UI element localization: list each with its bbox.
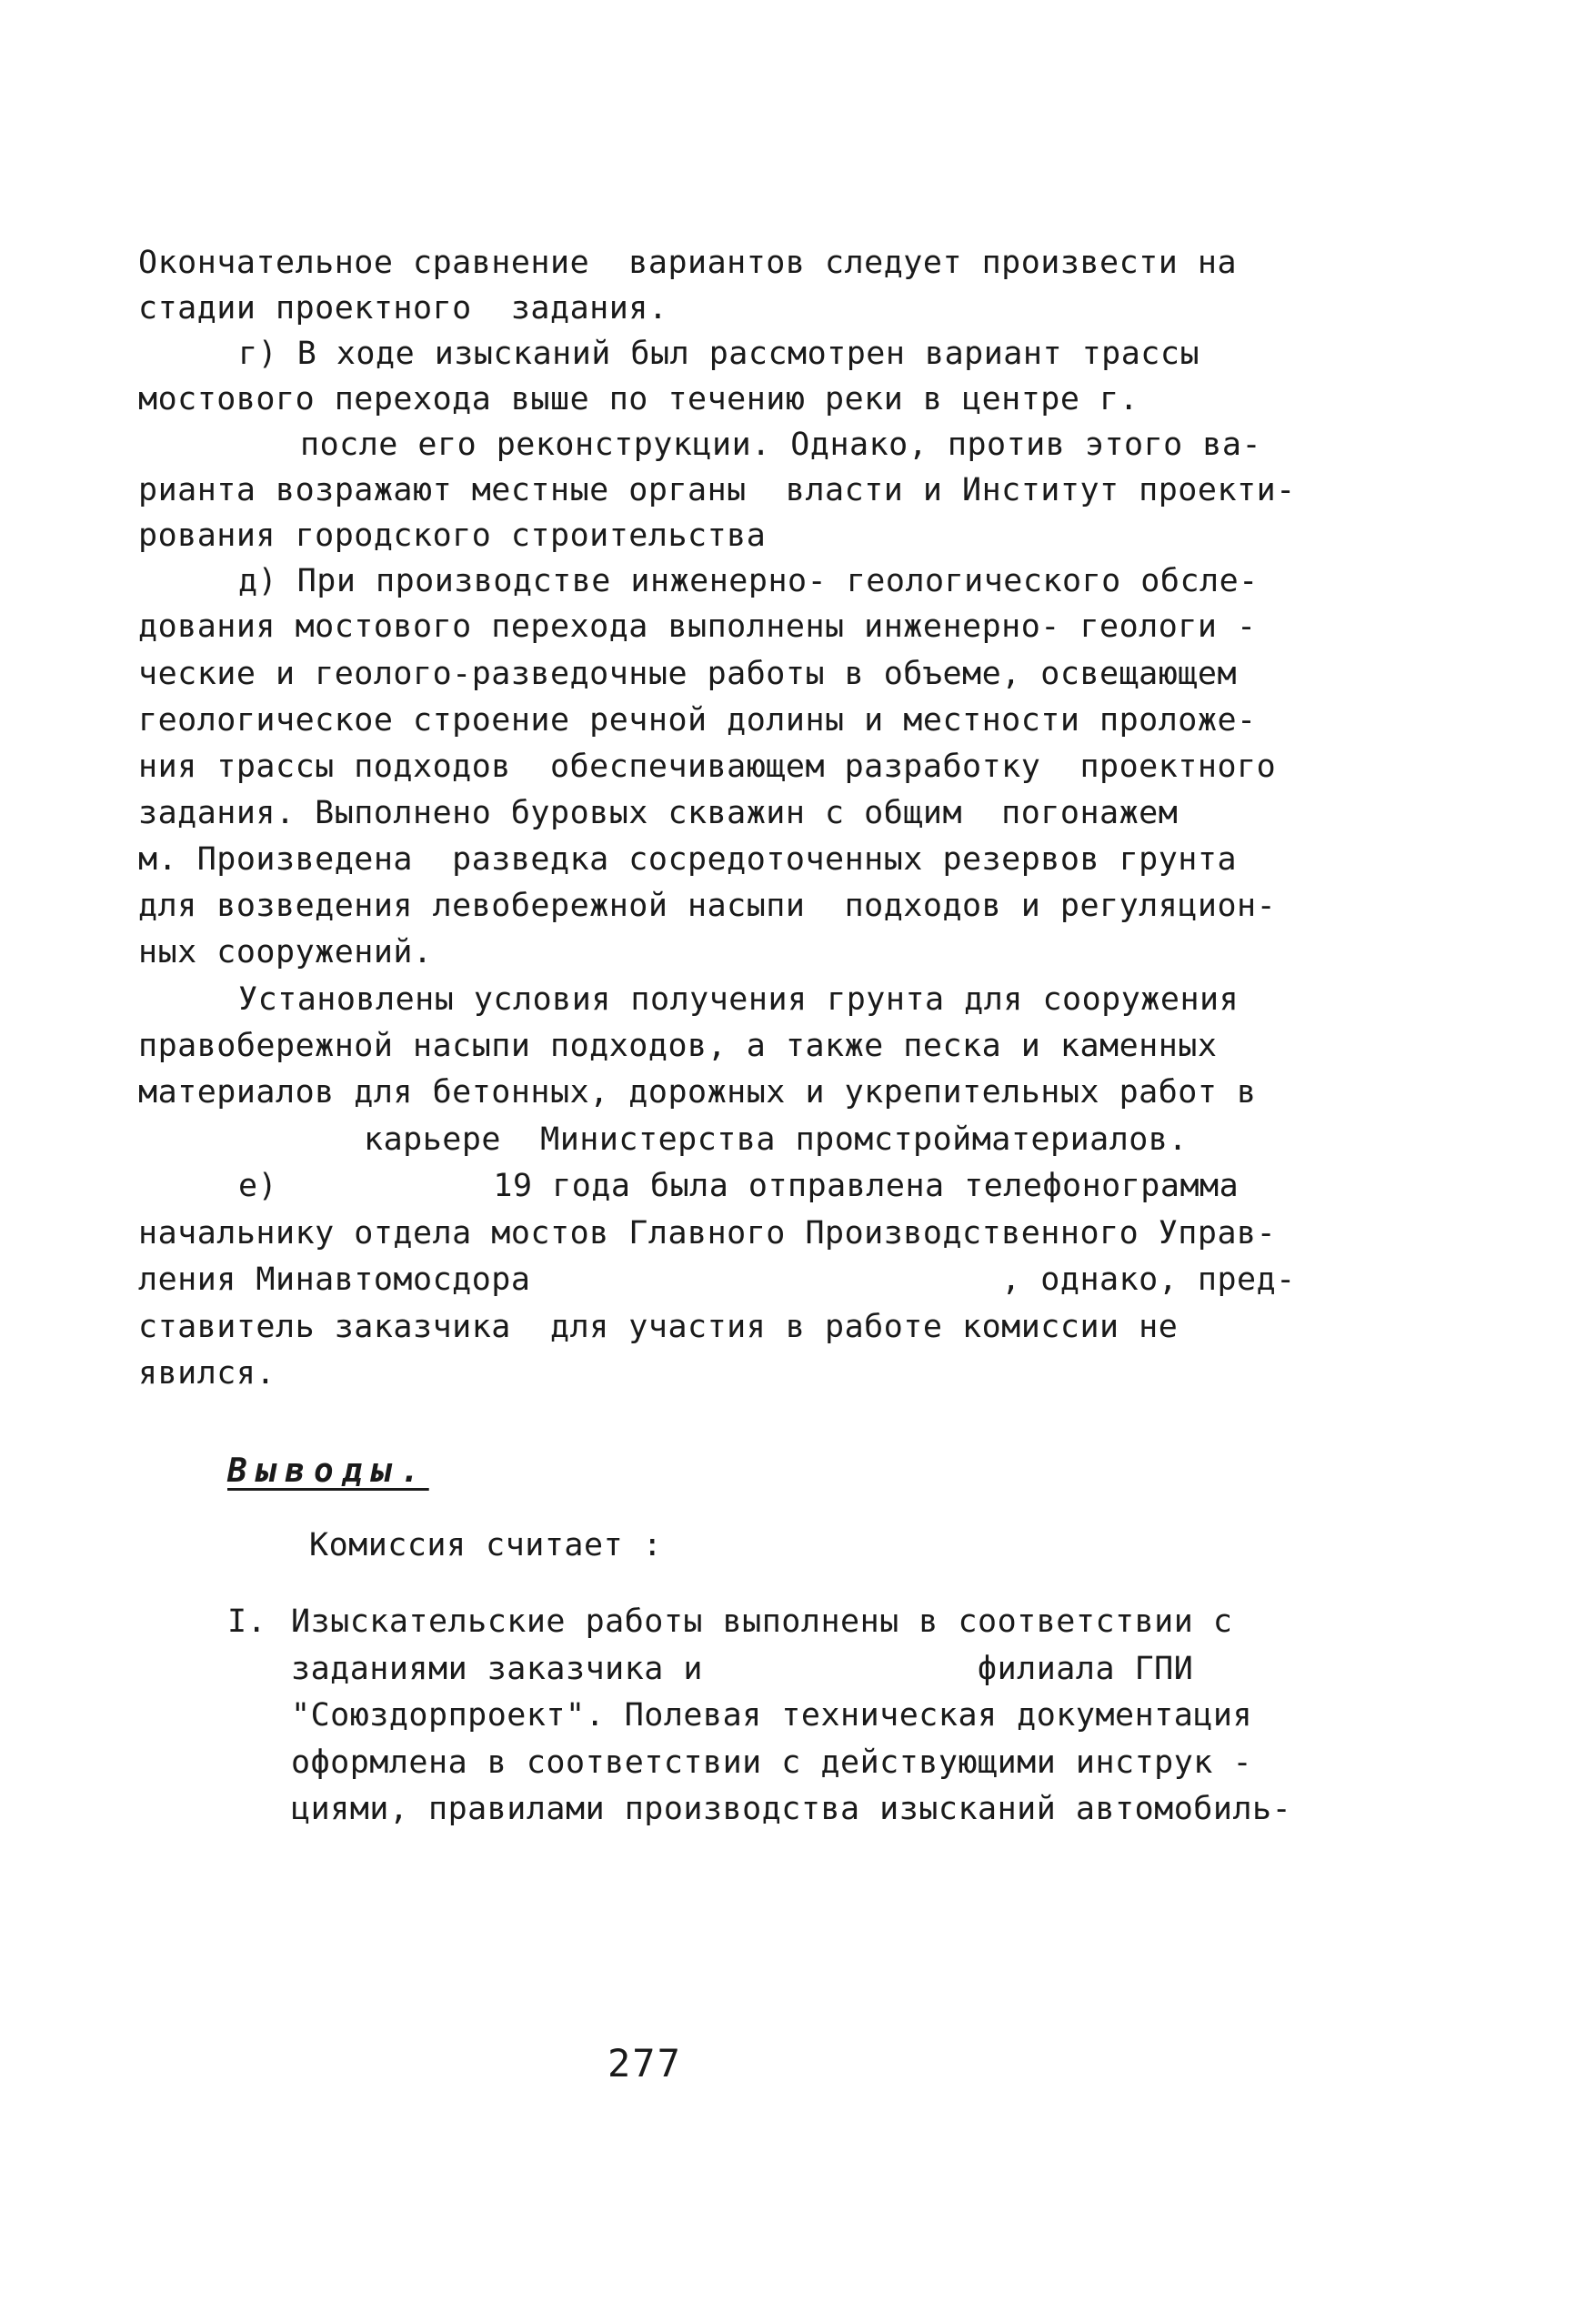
text-line-3: г) В ходе изысканий был рассмотрен вариант трассы [238, 336, 1200, 372]
text-line-5: после его реконструкции. Однако, против этого ва- [300, 427, 1262, 463]
item-line-2: заданиями заказчика и филиала ГПИ [291, 1651, 1194, 1687]
text-line-25: явился. [138, 1355, 276, 1392]
text-line-14: м. Произведена разведка сосредоточенных резервов грунта [138, 841, 1238, 878]
text-line-21: е) 19 года была отправлена телефонограмма [238, 1168, 1240, 1204]
commission-line: Комиссия считает : [309, 1527, 663, 1563]
text-line-9: дования мостового перехода выполнены инженерно- геологи - [138, 608, 1257, 645]
text-line-6: рианта возражают местные органы власти и Институт проекти- [138, 472, 1296, 508]
text-line-19: материалов для бетонных, дорожных и укрепительных работ в [138, 1074, 1257, 1111]
item-line-1: Изыскательские работы выполнены в соответствии с [291, 1603, 1233, 1640]
text-line-22: начальнику отдела мостов Главного Производственного Управ- [138, 1215, 1277, 1251]
text-line-24: ставитель заказчика для участия в работе комиссии не [138, 1309, 1179, 1345]
text-line-8: д) При производстве инженерно- геологического обсле- [238, 563, 1259, 599]
text-line-10: ческие и геолого-разведочные работы в объеме, освещающем [138, 656, 1238, 692]
page-number: 277 [607, 2041, 682, 2086]
text-line-15: для возведения левобережной насыпи подходов и регуляцион- [138, 888, 1277, 924]
item-number: I. [227, 1603, 267, 1640]
text-line-7: рования городского строительства [138, 518, 767, 554]
text-line-18: правобережной насыпи подходов, а также песка и каменных [138, 1028, 1218, 1064]
text-line-12: ния трассы подходов обеспечивающем разработку проектного [138, 749, 1277, 785]
text-line-20: карьере Министерства промстройматериалов. [364, 1121, 1189, 1158]
text-line-23: ления Минавтомосдора , однако, пред- [138, 1262, 1296, 1298]
text-line-11: геологическое строение речной долины и местности проложе- [138, 702, 1257, 739]
text-line-1: Окончательное сравнение вариантов следует произвести на [138, 245, 1238, 281]
text-line-13: задания. Выполнено буровых скважин с общим погонажем [138, 795, 1179, 831]
text-line-2: стадии проектного задания. [138, 290, 668, 327]
text-line-4: мостового перехода выше по течению реки в центре г. [138, 381, 1139, 417]
item-line-5: циями, правилами производства изысканий автомобиль- [291, 1791, 1292, 1827]
conclusions-heading: Выводы. [227, 1453, 429, 1490]
text-line-16: ных сооружений. [138, 934, 433, 970]
item-line-3: "Союздорпроект". Полевая техническая документация [291, 1697, 1253, 1734]
text-line-17: Установлены условия получения грунта для сооружения [238, 981, 1240, 1018]
item-line-4: оформлена в соответствии с действующими инструк - [291, 1744, 1253, 1781]
